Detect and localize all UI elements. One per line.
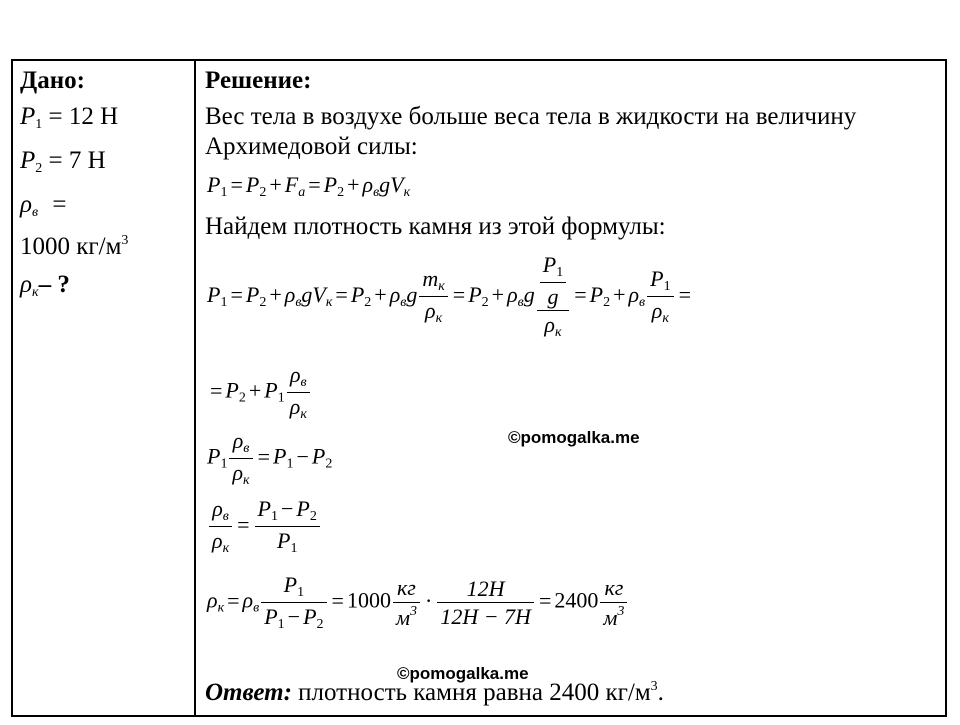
solution-text-line2: Архимедовой силы: (205, 133, 418, 160)
answer-exponent: 3 (650, 679, 658, 694)
value-1000: 1000 (346, 587, 391, 613)
answer-label: Ответ: (205, 679, 292, 706)
p1-value: = 12 Н (48, 103, 119, 130)
p2-subscript: 2 (35, 161, 43, 176)
p2-value: = 7 Н (48, 147, 106, 174)
value-12H: 12H (437, 576, 534, 603)
rho-v-symbol: ρ (20, 191, 32, 218)
solution-header: Решение: (205, 67, 312, 94)
rho-k-subscript: к (32, 285, 39, 300)
formula-density-chain: $P_1 = P_2 + \rho_вgV_к = P_2 + \rho_вg$ $\frac{m_к}{\rho_к}$ = $P_2 + \rho_вg$ $\frac{\frac{P_1}{g}}{\rho_к}$ = $P_2 + \rho_в$ $\frac{P_1}{\rho_к}$ = (207, 252, 691, 341)
formula-final: $\rho_к = \rho_в$ $\frac{P_1}{P_1 - P_2}$ = 1000 $\frac{кг}{м^3}$ · $\frac{12H}{12H - 7H}$ = 2400 $\frac{кг}{м^3}$ (207, 572, 629, 633)
given-rho-v (20, 192, 66, 220)
formula-archimedes: $P_1 = P_2 + F_a = P_2 + \rho_вgV_к$ (207, 172, 411, 200)
rho-k-question: – ? (38, 271, 70, 298)
given-rho-k (20, 272, 70, 300)
formula-step4: $P_1$ $\frac{\rho_в}{\rho_к}$ = $P_1 - P_2$ (207, 428, 333, 489)
watermark-1: ©pomogalka.me (508, 428, 640, 447)
answer-text: плотность камня равна 2400 кг/м (291, 679, 651, 706)
given-header: Дано: (20, 67, 85, 94)
rho-k-symbol: ρ (20, 271, 32, 298)
watermark-2: ©pomogalka.me (397, 664, 529, 683)
column-divider (194, 59, 196, 717)
unit-m-2: м (603, 604, 618, 630)
rho-v-value: 1000 кг/м (20, 233, 122, 260)
rho-v-subscript: в (32, 205, 39, 220)
unit-kg-1: кг (393, 575, 420, 602)
p1-symbol: P (20, 103, 36, 130)
given-p2 (20, 148, 106, 176)
unit-exp-1: 3 (409, 603, 417, 619)
given-rho-v-value (20, 234, 128, 259)
value-2400: 2400 (554, 587, 599, 613)
answer-period: . (657, 679, 664, 706)
unit-m-1: м (395, 604, 410, 630)
solution-text-find-density: Найдем плотность камня из этой формулы: (205, 213, 666, 240)
unit-exp-2: 3 (617, 603, 625, 619)
given-p1 (20, 104, 118, 132)
rho-v-equals: = (52, 191, 67, 218)
formula-step5: $\frac{\rho_в}{\rho_к}$ = $\frac{P_1 - P_2}{P_1}$ (207, 496, 322, 557)
p2-symbol: P (20, 147, 36, 174)
formula-step3: = $P_2 + P_1$ $\frac{\rho_в}{\rho_к}$ (207, 362, 312, 423)
unit-kg-2: кг (600, 575, 627, 602)
solution-text-line1: Вес тела в воздухе больше веса тела в жидкости на величину (205, 103, 857, 130)
p1-subscript: 1 (35, 117, 43, 132)
rho-v-unit-exponent: 3 (121, 233, 129, 248)
value-12H-7H: 12H − 7H (440, 604, 531, 630)
